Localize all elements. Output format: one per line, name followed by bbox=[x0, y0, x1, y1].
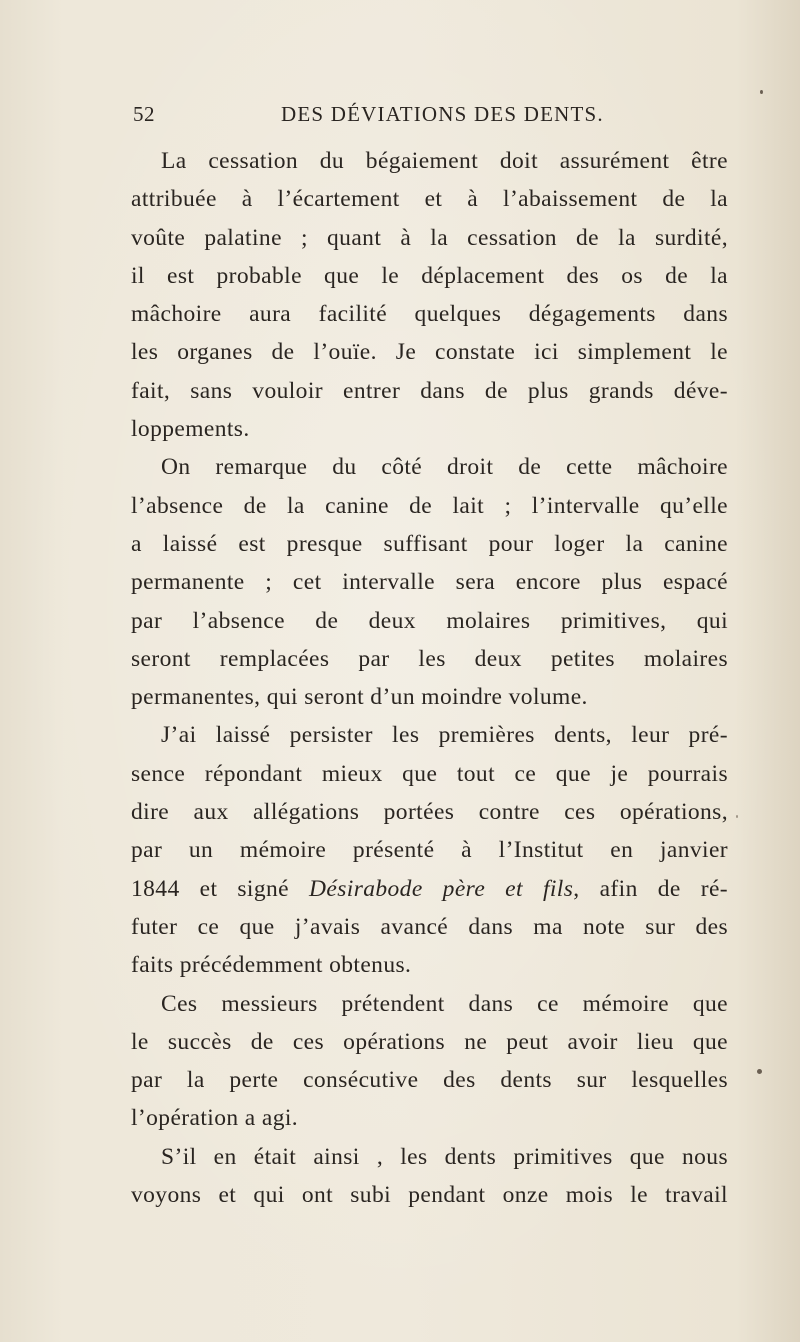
text-line: mâchoire aura facilité quelques dégagements dans bbox=[131, 301, 728, 328]
text-line: fait, sans vouloir entrer dans de plus grands déve- bbox=[131, 377, 728, 404]
text-line: permanentes, qui seront d’un moindre volume. bbox=[131, 684, 588, 711]
text-line: a laissé est presque suffisant pour loger la canine bbox=[131, 530, 728, 557]
text-line: dire aux allégations portées contre ces opérations, bbox=[131, 799, 728, 826]
text-line: il est probable que le déplacement des os de la bbox=[131, 262, 728, 289]
text-line: par l’absence de deux molaires primitives, qui bbox=[131, 607, 728, 634]
text-line: par un mémoire présenté à l’Institut en janvier bbox=[131, 837, 728, 864]
text-line: les organes de l’ouïe. Je constate ici simplement le bbox=[131, 339, 728, 366]
text-segment: 1844 et signé bbox=[131, 875, 289, 902]
text-line: attribuée à l’écartement et à l’abaissement de la bbox=[131, 186, 728, 213]
text-line-with-italic bbox=[131, 870, 728, 908]
page-number: 52 bbox=[133, 102, 155, 126]
running-head bbox=[133, 102, 733, 134]
text-line: l’absence de la canine de lait ; l’intervalle qu’elle bbox=[131, 492, 728, 519]
text-line: On remarque du côté droit de cette mâchoire bbox=[161, 454, 728, 481]
paper-speck bbox=[757, 1069, 762, 1074]
paper-speck bbox=[760, 90, 763, 94]
text-line: La cessation du bégaiement doit assurément être bbox=[161, 148, 728, 174]
paper-speck bbox=[736, 815, 738, 818]
text-line: futer ce que j’avais avancé dans ma note sur des bbox=[131, 913, 728, 940]
text-line: seront remplacées par les deux petites molaires bbox=[131, 645, 728, 672]
text-line: voûte palatine ; quant à la cessation de la surdité, bbox=[131, 224, 728, 251]
text-line: le succès de ces opérations ne peut avoir lieu que bbox=[131, 1028, 728, 1055]
text-line: S’il en était ainsi , les dents primitives que nous bbox=[161, 1143, 728, 1170]
body-text bbox=[131, 142, 728, 1214]
running-title: DES DÉVIATIONS DES DENTS. bbox=[281, 102, 604, 126]
text-line: J’ai laissé persister les premières dents, leur pré- bbox=[161, 722, 728, 749]
italic-name: Désirabode père et fils bbox=[309, 875, 574, 902]
text-line: sence répondant mieux que tout ce que je pourrais bbox=[131, 760, 728, 787]
text-line: voyons et qui ont subi pendant onze mois le travail bbox=[131, 1182, 728, 1209]
text-line: faits précédemment obtenus. bbox=[131, 952, 412, 979]
text-line: permanente ; cet intervalle sera encore plus espacé bbox=[131, 569, 728, 596]
text-line: par la perte consécutive des dents sur lesquelles bbox=[131, 1067, 728, 1094]
text-line: loppements. bbox=[131, 416, 250, 443]
text-line: l’opération a agi. bbox=[131, 1105, 299, 1132]
text-line: Ces messieurs prétendent dans ce mémoire que bbox=[161, 990, 728, 1017]
text-segment: , afin de ré- bbox=[573, 875, 729, 902]
